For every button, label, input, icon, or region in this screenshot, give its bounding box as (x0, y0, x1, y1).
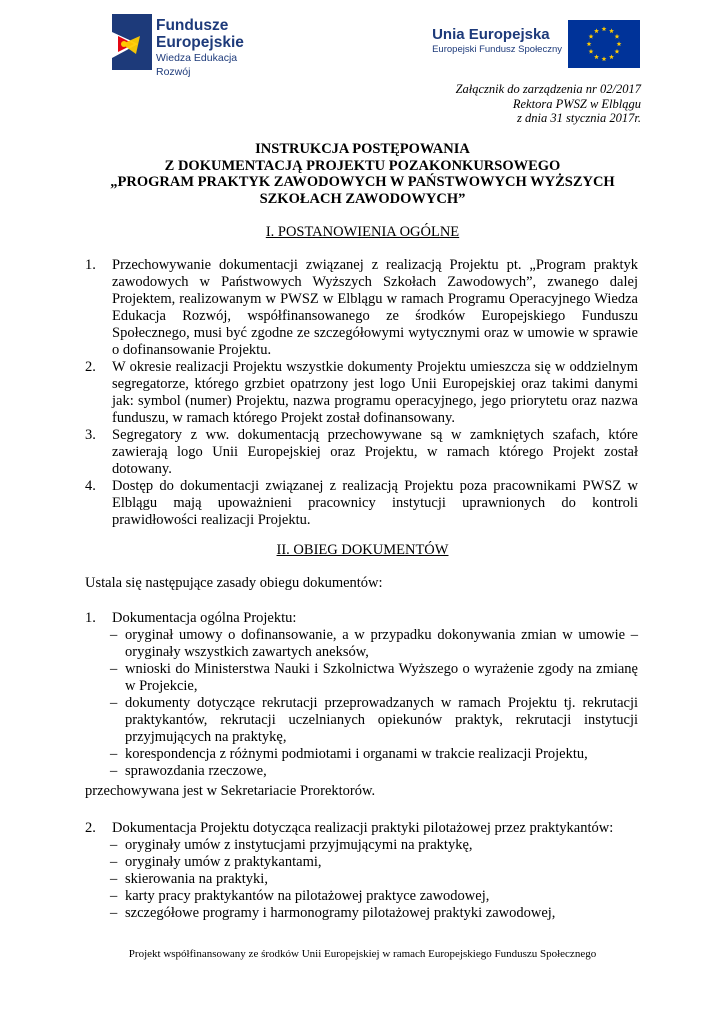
list-item (85, 871, 638, 888)
item-text: Dostęp do dokumentacji związanej z realizacją Projektu poza pracownikami PWSZ w Elblągu mają upoważnieni pracownicy instytucji uprawnionych do kontroli prawidłowości realizacji Projektu. (112, 478, 638, 528)
fe-logo-line2: Europejskie (156, 34, 244, 51)
item-text: skierowania na praktyki, (125, 871, 268, 887)
annex-line1: Załącznik do zarządzenia nr 02/2017 (455, 82, 641, 96)
annex-line3: z dnia 31 stycznia 2017r. (517, 111, 641, 125)
title-line1: INSTRUKCJA POSTĘPOWANIA (255, 141, 470, 157)
list-item (85, 854, 638, 871)
dash-bullet: – (110, 763, 118, 779)
fe-logo-line3: Wiedza Edukacja Rozwój (156, 52, 238, 78)
list-item (85, 763, 638, 780)
dash-bullet: – (110, 661, 118, 677)
dash-bullet: – (110, 888, 118, 904)
dash-bullet: – (110, 905, 118, 921)
fundusze-europejskie-logo (112, 14, 272, 78)
list-item (85, 888, 638, 905)
list-item (85, 359, 638, 427)
page-footer: Projekt współfinansowany ze środków Unii Europejskiej w ramach Europejskiego Funduszu Społecznego (128, 948, 597, 960)
title-line4: SZKOŁACH ZAWODOWYCH” (259, 190, 466, 207)
list-item (85, 746, 638, 763)
title-line3: „PROGRAM PRAKTYK ZAWODOWYCH W PAŃSTWOWYCH WYŻSZYCH (110, 174, 615, 190)
item-number: 3. (85, 427, 96, 443)
item-text: Segregatory z ww. dokumentacją przechowywane są w zamkniętych szafach, które zawierają logo Unii Europejskiej oraz Projektu, w ramach którego Projekt został dotowany. (112, 427, 638, 477)
block-title: Dokumentacja ogólna Projektu: (112, 610, 297, 626)
dash-bullet: – (110, 746, 118, 762)
item-text: szczegółowe programy i harmonogramy pilotażowej praktyki zawodowej, (125, 905, 556, 921)
list-item (85, 695, 638, 746)
annex-note (456, 82, 641, 126)
documentation-block-pilot-practice (85, 820, 638, 922)
item-number: 4. (85, 478, 96, 494)
documentation-block-general (85, 610, 638, 780)
item-text: korespondencja z różnymi podmiotami i organami w trakcie realizacji Projektu, (125, 746, 588, 762)
list-item (85, 427, 638, 478)
item-text: sprawozdania rzeczowe, (125, 763, 267, 779)
section1-list (85, 257, 638, 529)
dash-bullet: – (110, 627, 118, 643)
section2-heading: II. OBIEG DOKUMENTÓW (276, 542, 449, 558)
block-heading (85, 610, 638, 627)
dash-bullet: – (110, 854, 118, 870)
item-number: 2. (85, 359, 96, 375)
item-number: 1. (85, 257, 96, 273)
title-line2: Z DOKUMENTACJĄ PROJEKTU POZAKONKURSOWEGO (164, 157, 561, 174)
item-text: wnioski do Ministerstwa Nauki i Szkolnictwa Wyższego o wyrażenie zgody na zmianę w Projekcie, (125, 661, 638, 694)
item-text: dokumenty dotyczące rekrutacji przeprowadzanych w ramach Projektu tj. rekrutacji praktykantów, rekrutacji uczelnianych opiekunów praktyk, rekrutacji instytucji przyjmujących na praktykę, (125, 695, 638, 745)
fe-logo-line1: Fundusze (156, 17, 229, 34)
section2-intro: Ustala się następujące zasady obiegu dokumentów: (85, 575, 383, 591)
section1-heading: I. POSTANOWIENIA OGÓLNE (265, 224, 460, 240)
eu-flag-icon (568, 20, 640, 68)
dash-list (85, 627, 638, 780)
list-item (85, 905, 638, 922)
ue-logo-line2: Europejski Fundusz Społeczny (432, 44, 562, 55)
block-number: 1. (85, 610, 96, 626)
dash-list (85, 837, 638, 922)
list-item (85, 837, 638, 854)
block-title: Dokumentacja Projektu dotycząca realizacji praktyki pilotażowej przez praktykantów: (112, 820, 614, 836)
document-title (60, 141, 665, 207)
block-heading (85, 820, 638, 837)
ue-logo-line1: Unia Europejska (432, 26, 550, 43)
list-item (85, 257, 638, 359)
item-text: karty pracy praktykantów na pilotażowej praktyce zawodowej, (125, 888, 490, 904)
list-item (85, 627, 638, 661)
item-text: Przechowywanie dokumentacji związanej z realizacją Projektu pt. „Program praktyk zawodowych w Państwowych Wyższych Szkołach Zawodowych”, zwanego dalej Projektem, realizowanym w PWSZ w Elblągu w ramach Programu Operacyjnego Wiedza Edukacja Rozwój, współfinansowanego ze środków Europejskiego Funduszu Społecznego, musi być zgodne ze szczegółowymi wytycznymi oraz w umowie w sprawie o dofinansowanie Projektu. (112, 257, 638, 358)
dash-bullet: – (110, 837, 118, 853)
list-item (85, 661, 638, 695)
dash-bullet: – (110, 871, 118, 887)
item-text: oryginał umowy o dofinansowanie, a w przypadku dokonywania zmian w umowie – oryginały wszystkich zawartych aneksów, (125, 627, 638, 660)
annex-line2: Rektora PWSZ w Elblągu (512, 96, 641, 111)
block1-trailing-text: przechowywana jest w Sekretariacie Prorektorów. (85, 783, 376, 799)
block-number: 2. (85, 820, 96, 836)
list-item (85, 478, 638, 529)
item-text: W okresie realizacji Projektu wszystkie dokumenty Projektu umieszcza się w oddzielnym segregatorze, którego grzbiet opatrzony jest logo Unii Europejskiej oraz takimi danymi jak: symbol (numer) Projektu, nazwa programu operacyjnego, jego priorytetu oraz nazwa funduszu, w ramach którego Projekt został dofinansowany. (112, 359, 638, 426)
item-text: oryginały umów z praktykantami, (125, 854, 322, 870)
dash-bullet: – (110, 695, 118, 711)
item-text: oryginały umów z instytucjami przyjmującymi na praktykę, (125, 837, 473, 853)
fe-flag-icon (112, 14, 152, 70)
